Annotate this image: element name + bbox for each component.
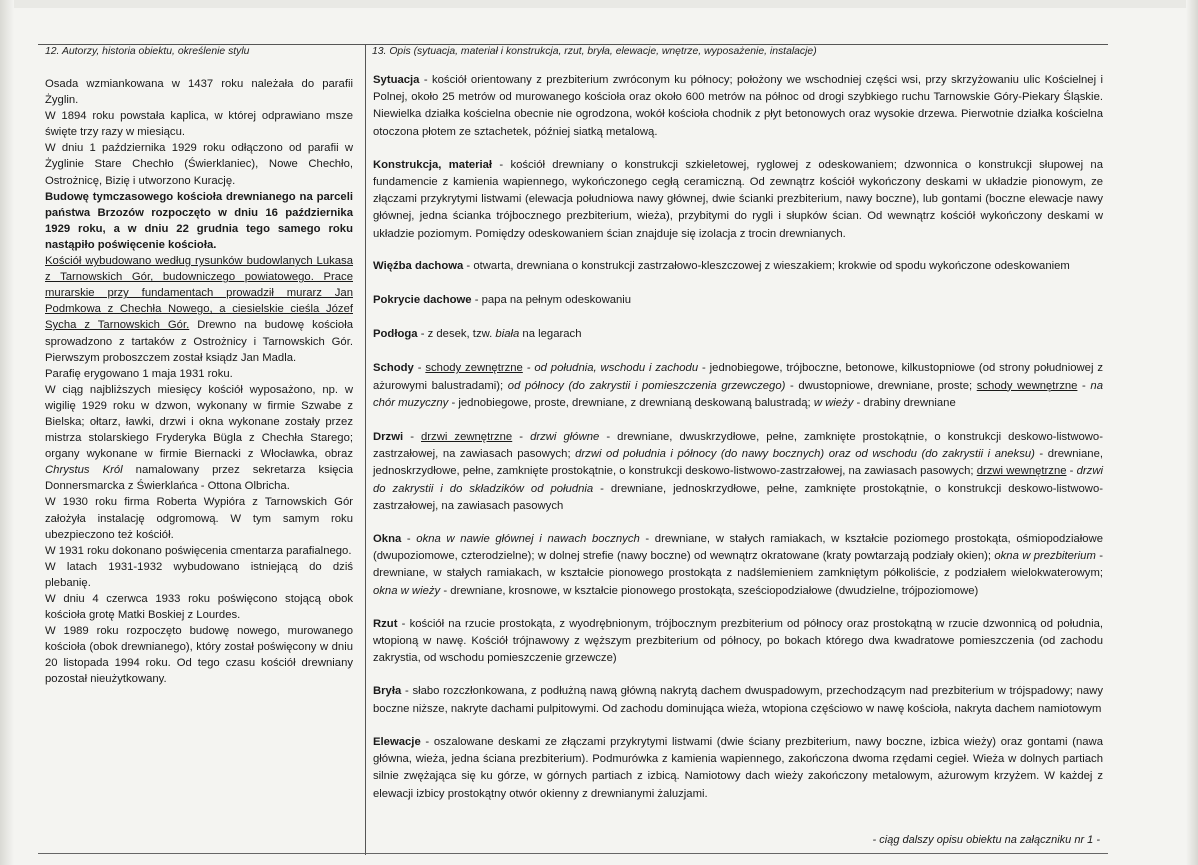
section-text: -	[401, 533, 417, 546]
history-paragraph: W 1989 roku rozpoczęto budowę nowego, murowanego kościoła (obok drewnianego), który został poświęcony w dniu 20 listopada 1994 roku. Od tego czasu kościół drewniany pozostał nieużytkowany.	[45, 625, 353, 686]
form-column-divider	[365, 44, 366, 855]
section-text: - drewniane, w stałych ramiakach, w kształcie poziomego prostokąta, ośmiopodziałowe (dwupoziomowe, czterodzielne); w dolnej strefie (nawy boczne) od wewnątrz okratowane (kraty powtarzają podziały okien);	[373, 533, 1103, 563]
section-bryla	[373, 683, 1103, 717]
section-text: -	[1066, 465, 1077, 478]
underlined-text: schody wewnętrzne	[976, 379, 1078, 392]
history-paragraph-bold: Budowę tymczasowego kościoła drewnianego na parceli państwa Brzozów rozpoczęto w dniu 16 października 1929 roku, a w dniu 22 grudnia tego samego roku nastąpiło poświęcenie kościoła.	[45, 190, 353, 251]
section-label: Okna	[373, 533, 402, 546]
section-label: Rzut	[373, 617, 398, 630]
section-text: - oszalowane deskami ze złączami przykrytymi listwami (dwie ściany prezbiterium, nawy boczne, izbica wieży) oraz gontami (nawa główna, wieża, jedna ściana prezbiterium). Podmurówka z kamienia wapiennego, zakończona dwoma rzędami cegieł. Wieża w dolnych partiach silnie zwężająca się ku górze, w górnych partiach z izbicą. Namiotowy dach wieży zakończony metalowym, ażurowym krzyżem. W każdej z elewacji izbicy prostokątny otwór okienny z drewnianymi żaluzjami.	[373, 735, 1103, 800]
section-text: - jednobiegowe, proste, drewniane, z drewnianą deskowaną balustradą;	[448, 396, 814, 409]
history-paragraph: Osada wzmiankowana w 1437 roku należała do parafii Żyglin.	[45, 78, 353, 107]
italic-text: okna w prezbiterium	[994, 550, 1096, 563]
section-label: Konstrukcja, materiał	[373, 158, 493, 171]
section-text: - drewniane, jednoskrzydłowe, pełne, zamknięte prostokątnie, o konstrukcji deskowo-listwowo-zastrzałowej, na zawiasach pasowych;	[373, 448, 1103, 478]
section-label: Schody	[373, 362, 414, 375]
underlined-text: schody zewnętrzne	[425, 362, 523, 375]
section-label: Bryła	[373, 685, 402, 698]
history-paragraph: W 1894 roku powstała kaplica, w której odprawiano msze święte trzy razy w miesiącu.	[45, 110, 353, 139]
section-label: Drzwi	[373, 431, 404, 444]
history-paragraph: W 1931 roku dokonano poświęcenia cmentarza parafialnego.	[45, 544, 352, 557]
section-text: - drewniane, w stałych ramiakach, w kształcie pionowego prostokąta z nadślemieniem zamkniętym półkoliście, z podziałem wielokwaterowym;	[373, 550, 1103, 580]
section-label: Sytuacja	[373, 74, 420, 86]
section-text: - drewniane, jednoskrzydłowe, pełne, zamknięte prostokątnie, o konstrukcji deskowo-listwowo-zastrzałowej, na zawiasach pasowych	[373, 482, 1103, 512]
section-elewacje	[373, 734, 1103, 803]
italic-text: w wieży	[813, 396, 854, 409]
form-top-rule	[38, 44, 1108, 45]
section-wiezba	[373, 258, 1103, 275]
section-label: Podłoga	[373, 328, 418, 341]
section-text: -	[413, 362, 426, 375]
continuation-note: - ciąg dalszy opisu obiektu na załączniku nr 1 -	[872, 834, 1100, 846]
paragraph-text: namalowany przez sekretarza księcia Donnersmarcka z Świerklańca - Ottona Olbricha.	[45, 464, 353, 493]
section-konstrukcja	[373, 157, 1103, 243]
italic-text: drzwi od południa i północy (do nawy bocznych) oraz od wschodu (do zakrystii i aneksu)	[575, 448, 1035, 461]
section-text: - kościół orientowany z prezbiterium zwróconym ku północy; położony we wschodniej części wsi, przy skrzyżowaniu ulic Kościelnej i Polnej, około 25 metrów od murowanego kościoła oraz około 600 metrów na północ od drogi szybkiego ruchu Tarnowskie Góry-Piekary Śląskie. Niewielka działka kościelna obecnie nie ogrodzona, wokół kościoła chodnik z płyt betonowych oraz wysokie drzewa. Pierwotnie działka kościelna otoczona płotem ze sztachetek, później siatką metalową.	[373, 74, 1103, 138]
section-okna	[373, 531, 1103, 600]
italic-text: od północy (do zakrystii i pomieszczenia grzewczego)	[507, 379, 786, 392]
section-text: - słabo rozczłonkowana, z podłużną nawą główną nakrytą dachem dwuspadowym, przechodzącym nad prezbiterium w trójspadowy; nawy boczne niższe, nakryte dachami pulpitowymi. Od zachodu dominująca wieża, wtopiona częściowo w nawę kościoła, nakryta dachem namiotowym	[373, 685, 1103, 715]
section-sytuacja	[373, 72, 1103, 141]
section-label: Elewacje	[373, 735, 421, 748]
italic-text: okna w wieży	[373, 584, 441, 597]
section-rzut	[373, 616, 1103, 668]
section-drzwi	[373, 429, 1103, 515]
section-12-header: 12. Autorzy, historia obiektu, określenie stylu	[45, 46, 250, 57]
history-paragraph	[45, 253, 353, 366]
section-schody	[373, 360, 1103, 412]
history-paragraph: Parafię erygowano 1 maja 1931 roku.	[45, 367, 233, 380]
underlined-text: drzwi zewnętrzne	[421, 431, 513, 444]
section-text: - papa na pełnym odeskowaniu	[471, 294, 632, 307]
section-text: -	[1077, 379, 1091, 392]
section-text: - z desek, tzw.	[417, 328, 496, 341]
section-text: - dwustopniowe, drewniane, proste;	[785, 379, 977, 392]
italic-text: Chrystus Król	[45, 464, 123, 477]
section-text: -	[403, 431, 422, 444]
underlined-text: Kościół wybudowano według rysunków budowlanych Lukasa z Tarnowskich Gór, budowniczego powiatowego. Prace murarskie przy fundamentach prowadził murarz Jan Podmkowa z Chechła Nowego, a ciesielskie cieśla Józef Sycha z Tarnowskich Gór.	[45, 255, 353, 332]
italic-text: okna w nawie głównej i nawach bocznych	[416, 533, 640, 546]
form-bottom-rule	[38, 853, 1108, 854]
history-paragraph	[45, 382, 353, 495]
history-paragraph: W dniu 4 czerwca 1933 roku poświęcono stojącą obok kościoła grotę Matki Boskiej z Lourdes.	[45, 593, 353, 622]
description-column	[373, 72, 1103, 803]
italic-text: drzwi do zakrystii i do składzików od południa	[373, 465, 1103, 495]
section-text: - otwarta, drewniana o konstrukcji zastrzałowo-kleszczowej z wieszakiem; krokwie od spodu wykończone odeskowaniem	[463, 259, 1070, 272]
scan-edge-right	[1186, 0, 1198, 865]
section-text: - drewniane, krosnowe, w kształcie pionowego prostokąta, sześciopodziałowe (dwudzielne, trójpoziomowe)	[440, 584, 979, 597]
section-text: - drewniane, dwuskrzydłowe, pełne, zamknięte prostokątnie, o konstrukcji deskowo-listwowo-zastrzałowej, na zawiasach pasowych;	[373, 431, 1103, 461]
underlined-text: drzwi wewnętrzne	[976, 465, 1067, 478]
paragraph-text: W ciąg najbliższych miesięcy kościół wyposażono, np. w wigilię 1929 roku w dzwon, wykonany w firmie Szwabe z Bielska; ołtarz, ławki, drzwi i okna wykonane zostały przez mistrza stolarskiego Fryderyka Bügla z Chechła Starego; organy wykonane w firmie Biernacki z Włocławka, obraz	[45, 383, 353, 461]
section-13-header: 13. Opis (sytuacja, materiał i konstrukcja, rzut, bryła, elewacje, wnętrze, wyposażenie, instalacje)	[372, 46, 817, 57]
italic-text: biała	[495, 328, 520, 341]
history-paragraph: W latach 1931-1932 wybudowano istniejącą do dziś plebanię.	[45, 560, 353, 589]
section-text: - kościół drewniany o konstrukcji szkieletowej, ryglowej z odeskowaniem; dzwonnica o konstrukcji słupowej na fundamencie z kamienia wapiennego, wykończonego cegłą ceramiczną. Od zewnątrz kościół wykończony deskami w układzie pionowym, ze złączami przykrytymi listwami (elewacja południowa nawy głównej, dwie ścianki prezbiterium, nawy boczne), lub gontami (boczne elewacje nawy głównej, jedna ścianka trójbocznego prezbiterium, wieża), przybitymi do rygli i słupków ścian. Od wewnątrz kościół wykończony deskami w układzie poziomym. Pomiędzy odeskowaniem ścian znajduje się izolacja z trocin drewnianych.	[373, 158, 1103, 240]
italic-text: drzwi główne	[530, 431, 600, 444]
scan-edge-top	[0, 0, 1198, 8]
section-text: - drabiny drewniane	[853, 396, 956, 409]
history-paragraph: W 1930 roku firma Roberta Wypióra z Tarnowskich Gór założyła instalację odgromową. W tym samym roku ubezpieczono też kościół.	[45, 496, 353, 541]
section-text: - kościół na rzucie prostokąta, z wyodrębnionym, trójbocznym prezbiterium od północy oraz prostokątną w rzucie dzwonnicą od południa, wtopioną w nawę. Kościół trójnawowy z węższym prezbiterium od północy, po bokach którego dwa kwadratowe pomieszczenia (od zachodu zakrystia, od wschodu pomieszczenie grzewcze)	[373, 617, 1103, 665]
section-text: -	[512, 431, 531, 444]
section-label: Więźba dachowa	[373, 259, 464, 272]
section-text: na legarach	[519, 328, 582, 341]
section-label: Pokrycie dachowe	[373, 294, 472, 307]
italic-text: na chór muzyczny	[373, 379, 1103, 409]
section-text: - jednobiegowe, trójboczne, betonowe, kilkustopniowe (od strony południowej z ażurowymi balustradami);	[373, 362, 1103, 392]
scan-edge-left	[0, 0, 14, 865]
paragraph-text: Drewno na budowę kościoła sprowadzono z tartaków z Ostrożnicy i Tarnowskich Gór. Pierwszym proboszczem został ksiądz Jan Madla.	[45, 319, 353, 364]
section-podloga	[373, 326, 1103, 343]
history-paragraph: W dniu 1 października 1929 roku odłączono od parafii w Żyglinie Stare Chechło (Świerklaniec), Nowe Chechło, Ostrożnicę, Bizię i utworzono Kurację.	[45, 142, 353, 187]
italic-text: - od południa, wschodu i zachodu	[522, 362, 699, 375]
history-column	[45, 76, 353, 688]
section-pokrycie	[373, 292, 1103, 309]
